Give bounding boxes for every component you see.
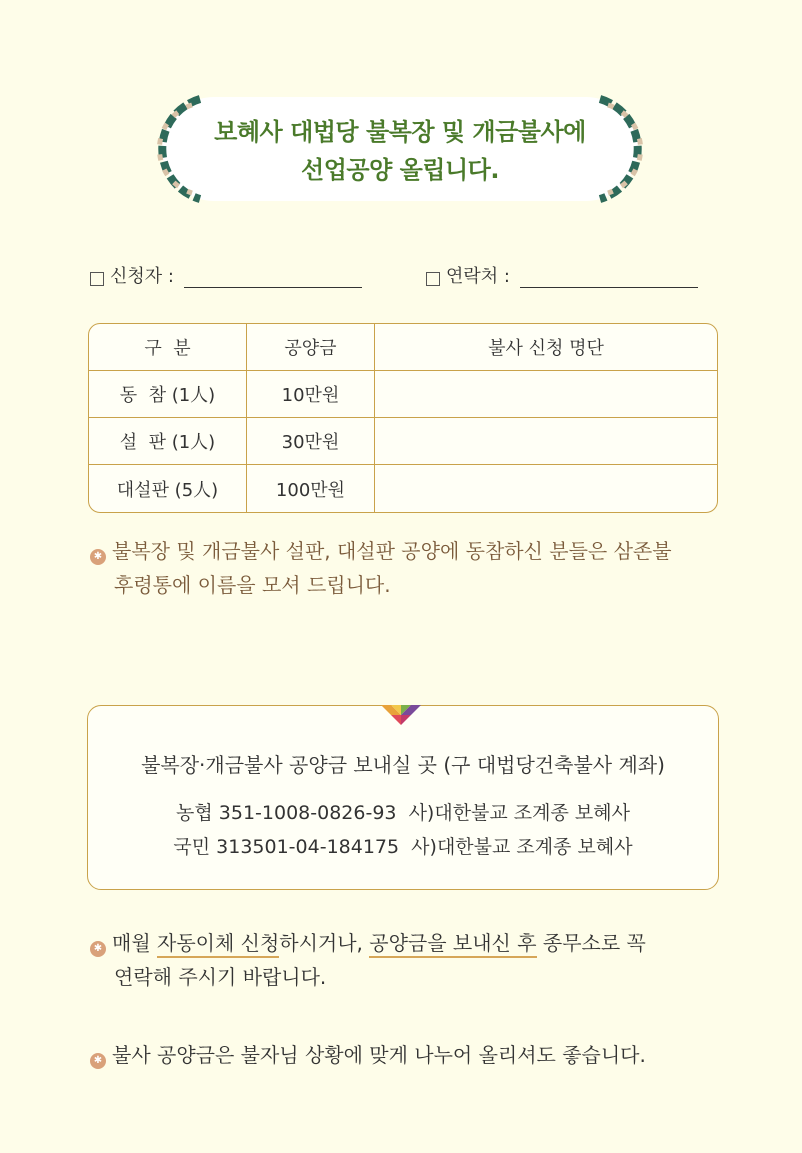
note2-underline-autopay: 자동이체 신청	[157, 931, 279, 958]
contact-label: 연락처 :	[446, 266, 510, 287]
account-kookmin: 국민 313501-04-184175 사)대한불교 조계종 보혜사	[173, 836, 633, 858]
flower-bullet-icon: ✱	[90, 941, 106, 957]
note2-part2: 하시거나,	[279, 931, 370, 955]
header-names: 불사 신청 명단	[375, 324, 717, 371]
table-header-row	[89, 324, 717, 371]
page-title	[152, 113, 648, 189]
checkbox-icon[interactable]	[90, 272, 104, 286]
header-category: 구 분	[89, 324, 247, 371]
note-contact	[90, 926, 730, 994]
contact-input-line[interactable]	[520, 265, 698, 288]
note2-line2: 연락해 주시기 바랍니다.	[114, 965, 327, 989]
applicant-info-row	[90, 262, 720, 296]
row-names-cell[interactable]	[375, 371, 717, 418]
row-names-cell[interactable]	[375, 465, 717, 512]
account-info-box	[87, 705, 719, 890]
account-heading: 불복장·개금불사 공양금 보내실 곳 (구 대법당건축불사 계좌)	[141, 753, 665, 777]
row-amount: 10만원	[247, 371, 375, 418]
note2-part1: 매월	[112, 931, 157, 955]
row-category: 대설판 (5人)	[89, 465, 247, 512]
flower-bullet-icon: ✱	[90, 1053, 106, 1069]
note2-underline-after-send: 공양금을 보내신 후	[369, 931, 536, 958]
note3-text: 불사 공양금은 불자님 상황에 맞게 나누어 올리셔도 좋습니다.	[112, 1043, 646, 1067]
applicant-label: 신청자 :	[110, 266, 174, 287]
flower-bullet-icon: ✱	[90, 549, 106, 565]
title-banner	[152, 95, 648, 203]
row-amount: 30만원	[247, 418, 375, 465]
table-row	[89, 371, 717, 418]
note-installment	[90, 1038, 730, 1072]
table-row	[89, 418, 717, 465]
row-names-cell[interactable]	[375, 418, 717, 465]
title-line-1: 보혜사 대법당 불복장 및 개금불사에	[214, 118, 586, 146]
note1-line2: 후령통에 이름을 모셔 드립니다.	[114, 573, 391, 597]
applicant-input-line[interactable]	[184, 265, 362, 288]
account-nonghyup: 농협 351-1008-0826-93 사)대한불교 조계종 보혜사	[176, 802, 630, 824]
note-nameplate	[90, 534, 730, 602]
note1-line1: 불복장 및 개금불사 설판, 대설판 공양에 동참하신 분들은 삼존불	[112, 539, 672, 563]
checkbox-icon[interactable]	[426, 272, 440, 286]
contact-field	[426, 262, 698, 288]
diamond-ornament-icon	[381, 705, 421, 727]
note2-part3: 종무소로 꼭	[536, 931, 646, 955]
row-category: 설 판 (1人)	[89, 418, 247, 465]
row-amount: 100만원	[247, 465, 375, 512]
applicant-field	[90, 262, 362, 288]
row-category: 동 참 (1人)	[89, 371, 247, 418]
header-amount: 공양금	[247, 324, 375, 371]
table-row	[89, 465, 717, 512]
title-line-2: 선업공양 올립니다.	[301, 156, 499, 184]
offering-table	[88, 323, 718, 513]
